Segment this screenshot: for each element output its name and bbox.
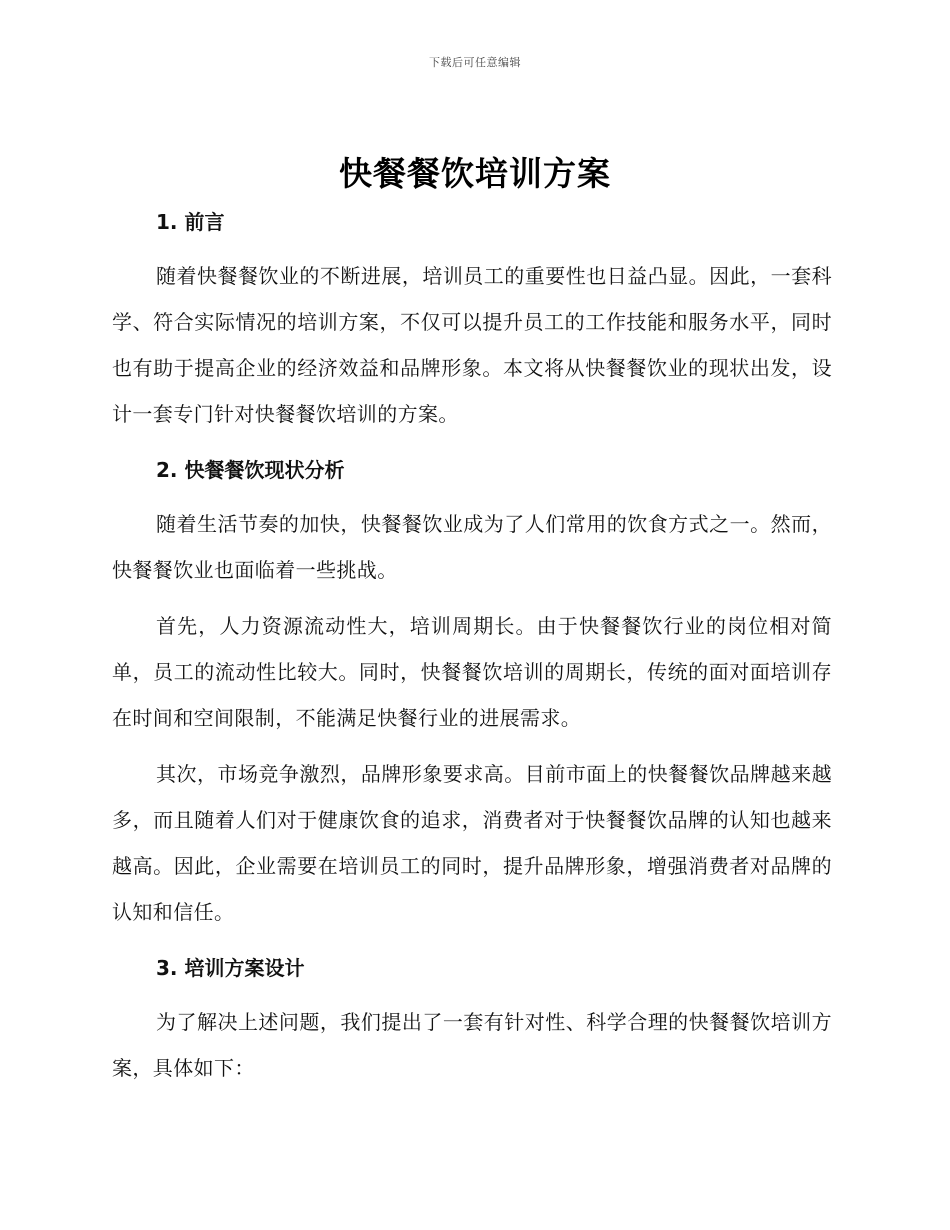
paragraph: 其次，市场竞争激烈，品牌形象要求高。目前市面上的快餐餐饮品牌越来越多，而且随着人们对于健康饮食的追求，消费者对于快餐餐饮品牌的认知也越来越高。因此，企业需要在培训员工的同时，提升品牌形象，增强消费者对品牌的认知和信任。 bbox=[112, 762, 832, 924]
document-body bbox=[112, 203, 832, 1101]
paragraph: 随着生活节奏的加快，快餐餐饮业成为了人们常用的饮食方式之一。然而，快餐餐饮业也面临着一些挑战。 bbox=[112, 512, 832, 582]
paragraph: 随着快餐餐饮业的不断进展，培训员工的重要性也日益凸显。因此，一套科学、符合实际情况的培训方案，不仅可以提升员工的工作技能和服务水平，同时也有助于提高企业的经济效益和品牌形象。本文将从快餐餐饮业的现状出发，设计一套专门针对快餐餐饮培训的方案。 bbox=[112, 264, 832, 426]
paragraph: 首先，人力资源流动性大，培训周期长。由于快餐餐饮行业的岗位相对简单，员工的流动性比较大。同时，快餐餐饮培训的周期长，传统的面对面培训存在时间和空间限制，不能满足快餐行业的进展需求。 bbox=[112, 614, 832, 730]
header-note: 下载后可任意编辑 bbox=[429, 56, 521, 69]
section-heading-preface: 1. 前言 bbox=[156, 210, 225, 234]
paragraph: 为了解决上述问题，我们提出了一套有针对性、科学合理的快餐餐饮培训方案，具体如下： bbox=[112, 1010, 832, 1080]
document-title: 快餐餐饮培训方案 bbox=[339, 154, 611, 193]
section-heading-status-analysis: 2. 快餐餐饮现状分析 bbox=[156, 458, 345, 482]
section-heading-training-design: 3. 培训方案设计 bbox=[156, 956, 305, 980]
